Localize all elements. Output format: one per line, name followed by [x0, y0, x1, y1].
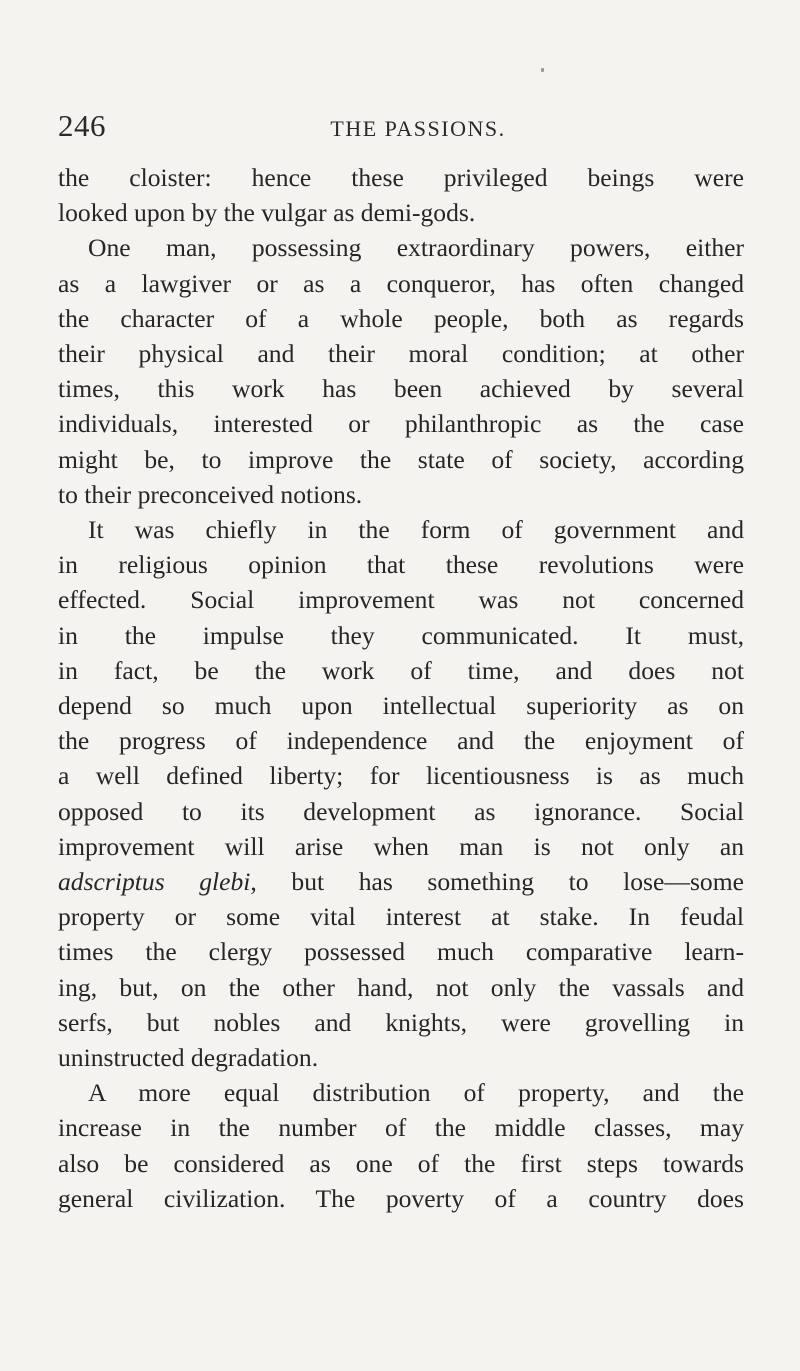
text-line: general civilization. The poverty of a country does	[58, 1183, 744, 1213]
text-line: One man, possessing extraordinary powers, either	[88, 233, 744, 263]
text-line: improvement will arise when man is not only an	[58, 831, 744, 861]
latin-phrase: adscriptus glebi	[58, 867, 251, 897]
paragraph	[58, 512, 744, 1075]
text-line: in religious opinion that these revolutions were	[58, 550, 744, 580]
text-line: to their preconceived notions.	[58, 479, 363, 509]
text-line: the cloister: hence these privileged beings were	[58, 163, 744, 192]
text-line-with-italic	[58, 864, 744, 899]
text-line: times the clergy possessed much comparative learn-	[58, 937, 744, 967]
text-line: uninstructed degradation.	[58, 1043, 319, 1073]
text-line: the character of a whole people, both as regards	[58, 303, 744, 333]
text-line: looked upon by the vulgar as demi-gods.	[58, 198, 476, 228]
paragraph	[58, 160, 744, 230]
text-line: property or some vital interest at stake. In feudal	[58, 902, 744, 932]
paragraph	[58, 1075, 744, 1216]
text-line: in the impulse they communicated. It must,	[58, 620, 744, 650]
body-text	[58, 160, 744, 1216]
page-header	[58, 108, 758, 148]
text-line: A more equal distribution of property, and the	[88, 1078, 744, 1108]
text-line: effected. Social improvement was not concerned	[58, 585, 744, 615]
text-line: also be considered as one of the first steps towards	[58, 1148, 744, 1178]
printing-speck	[541, 68, 544, 72]
paragraph	[58, 230, 744, 512]
text-line: might be, to improve the state of society, according	[58, 444, 744, 474]
text-line: individuals, interested or philanthropic as the case	[58, 409, 744, 439]
text-line: ing, but, on the other hand, not only the vassals and	[58, 972, 744, 1002]
text-line: their physical and their moral condition; at other	[58, 339, 744, 369]
text-line: times, this work has been achieved by several	[58, 374, 744, 404]
text-line: the progress of independence and the enjoyment of	[58, 726, 744, 756]
text-line: depend so much upon intellectual superiority as on	[58, 691, 744, 721]
text-line: a well defined liberty; for licentiousness is as much	[58, 761, 744, 791]
running-title: THE PASSIONS.	[330, 116, 506, 141]
text-line: increase in the number of the middle classes, may	[58, 1113, 744, 1143]
text-line: opposed to its development as ignorance. Social	[58, 796, 744, 826]
text-line: serfs, but nobles and knights, were grovelling in	[58, 1007, 744, 1037]
text-line: It was chiefly in the form of government and	[88, 515, 744, 545]
page-number: 246	[58, 108, 106, 143]
text-line: in fact, be the work of time, and does not	[58, 655, 744, 685]
text-fragment: , but has something to lose—some	[250, 867, 744, 897]
text-line: as a lawgiver or as a conqueror, has often changed	[58, 268, 744, 298]
